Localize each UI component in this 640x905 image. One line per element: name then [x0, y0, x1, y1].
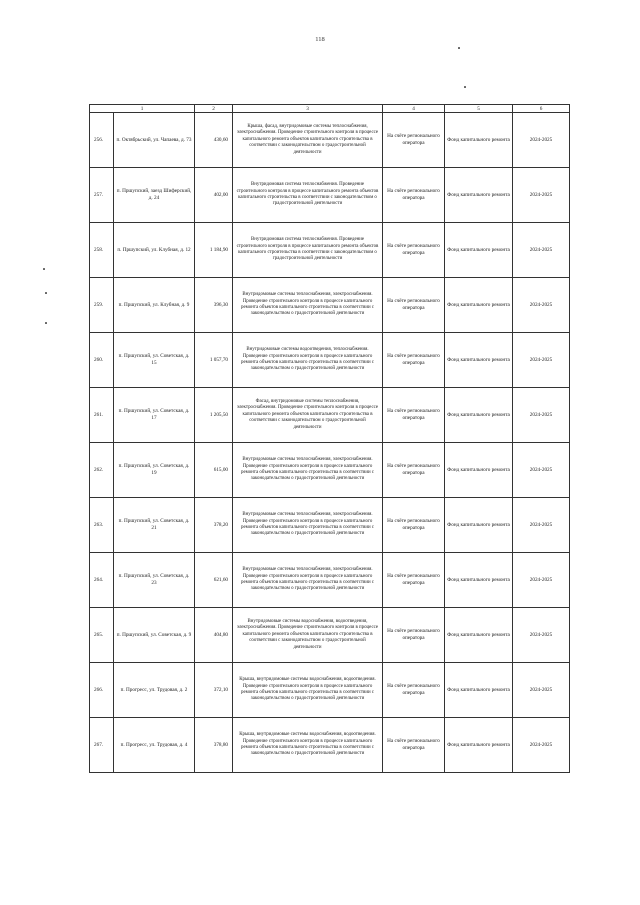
address-cell: п. Прогресс, ул. Трудовая, д. 2 — [114, 663, 195, 718]
page-number: 118 — [315, 36, 325, 43]
fund-cell: Фонд капитального ремонта — [445, 553, 513, 608]
works-cell: Фасад, внутридомовые системы теплоснабжения, электроснабжения. Проведение строительного контроля в процессе капитального ремонта объектов капитального строительства в соответствии с законодательством о градостроительной деятельности — [233, 388, 383, 443]
row-number: 266. — [90, 663, 114, 718]
table-row — [90, 333, 570, 388]
funding-source-cell: На счёте регионального оператора — [383, 388, 445, 443]
fund-cell: Фонд капитального ремонта — [445, 168, 513, 223]
fund-cell: Фонд капитального ремонта — [445, 278, 513, 333]
table-row — [90, 278, 570, 333]
area-cell: 396,30 — [195, 278, 233, 333]
period-cell: 2024-2025 — [513, 443, 570, 498]
area-cell: 1 057,70 — [195, 333, 233, 388]
works-cell: Внутридомовые системы водоснабжения, водоотведения, электроснабжения. Проведение строительного контроля в процессе капитального ремонта объектов капитального строительства в соответствии с законодательством о градостроительной деятельности — [233, 608, 383, 663]
row-number: 262. — [90, 443, 114, 498]
repair-schedule-table — [89, 104, 569, 773]
address-cell: п. Пршупский, ул. Клубная, д. 9 — [114, 278, 195, 333]
period-cell: 2024-2025 — [513, 663, 570, 718]
period-cell: 2024-2025 — [513, 718, 570, 773]
period-cell: 2024-2025 — [513, 278, 570, 333]
table-row — [90, 388, 570, 443]
period-cell: 2024-2025 — [513, 333, 570, 388]
table-row — [90, 113, 570, 168]
works-cell: Внутридомовые системы теплоснабжения, электроснабжения. Проведение строительного контроля в процессе капитального ремонта объектов капитального строительства в соответствии с законодательством о градостроительной деятельности — [233, 278, 383, 333]
funding-source-cell: На счёте регионального оператора — [383, 278, 445, 333]
period-cell: 2024-2025 — [513, 113, 570, 168]
fund-cell: Фонд капитального ремонта — [445, 443, 513, 498]
area-cell: 402,00 — [195, 168, 233, 223]
row-number: 259. — [90, 278, 114, 333]
table-row — [90, 498, 570, 553]
funding-source-cell: На счёте регионального оператора — [383, 498, 445, 553]
scan-speck — [464, 86, 466, 88]
fund-cell: Фонд капитального ремонта — [445, 333, 513, 388]
area-cell: 404,80 — [195, 608, 233, 663]
address-cell: п. Пршупский, ул. Советская, д. 19 — [114, 443, 195, 498]
works-cell: Внутридомовые системы теплоснабжения, электроснабжения. Проведение строительного контроля в процессе капитального ремонта объектов капитального строительства в соответствии с законодательством о градостроительной деятельности — [233, 443, 383, 498]
period-cell: 2024-2025 — [513, 388, 570, 443]
period-cell: 2024-2025 — [513, 223, 570, 278]
column-number: 1 — [90, 105, 195, 113]
table-row — [90, 553, 570, 608]
fund-cell: Фонд капитального ремонта — [445, 718, 513, 773]
works-cell: Крыша, внутридомовые системы водоснабжения, водоотведения. Проведение строительного контроля в процессе капитального ремонта объектов капитального строительства в соответствии с законодательством о градостроительной деятельности — [233, 718, 383, 773]
column-number: 4 — [383, 105, 445, 113]
fund-cell: Фонд капитального ремонта — [445, 498, 513, 553]
funding-source-cell: На счёте регионального оператора — [383, 223, 445, 278]
address-cell: п. Пршупский, заезд Шиферский, д. 24 — [114, 168, 195, 223]
address-cell: п. Пршупский, ул. Советская, д. 17 — [114, 388, 195, 443]
table-row — [90, 608, 570, 663]
column-number: 2 — [195, 105, 233, 113]
address-cell: п. Прогресс, ул. Трудовая, д. 4 — [114, 718, 195, 773]
funding-source-cell: На счёте регионального оператора — [383, 168, 445, 223]
funding-source-cell: На счёте регионального оператора — [383, 718, 445, 773]
area-cell: 378,80 — [195, 718, 233, 773]
scan-speck — [45, 322, 47, 324]
row-number: 260. — [90, 333, 114, 388]
row-number: 263. — [90, 498, 114, 553]
area-cell: 378,20 — [195, 498, 233, 553]
row-number: 267. — [90, 718, 114, 773]
area-cell: 1 184,90 — [195, 223, 233, 278]
period-cell: 2024-2025 — [513, 608, 570, 663]
address-cell: п. Пршупский, ул. Советская, д. 15 — [114, 333, 195, 388]
period-cell: 2024-2025 — [513, 168, 570, 223]
row-number: 264. — [90, 553, 114, 608]
row-number: 265. — [90, 608, 114, 663]
address-cell: п. Пршупский, ул. Советская, д. 9 — [114, 608, 195, 663]
column-number-row — [90, 105, 570, 113]
row-number: 261. — [90, 388, 114, 443]
address-cell: п. Октябрьский, ул. Чапаева, д. 73 — [114, 113, 195, 168]
table-row — [90, 443, 570, 498]
address-cell: п. Пршупский, ул. Советская, д. 23 — [114, 553, 195, 608]
row-number: 257. — [90, 168, 114, 223]
period-cell: 2024-2025 — [513, 553, 570, 608]
works-cell: Внутридомовые системы теплоснабжения, электроснабжения. Проведение строительного контроля в процессе капитального ремонта объектов капитального строительства в соответствии с законодательством о градостроительной деятельности — [233, 553, 383, 608]
funding-source-cell: На счёте регионального оператора — [383, 553, 445, 608]
column-number: 5 — [445, 105, 513, 113]
period-cell: 2024-2025 — [513, 498, 570, 553]
funding-source-cell: На счёте регионального оператора — [383, 443, 445, 498]
address-cell: п. Пршупский, ул. Советская, д. 21 — [114, 498, 195, 553]
column-number: 3 — [233, 105, 383, 113]
column-number: 6 — [513, 105, 570, 113]
area-cell: 621,60 — [195, 553, 233, 608]
scan-speck — [458, 47, 460, 49]
works-cell: Крыша, внутридомовые системы водоснабжения, водоотведения. Проведение строительного контроля в процессе капитального ремонта объектов капитального строительства в соответствии с законодательством о градостроительной деятельности — [233, 663, 383, 718]
funding-source-cell: На счёте регионального оператора — [383, 113, 445, 168]
fund-cell: Фонд капитального ремонта — [445, 113, 513, 168]
area-cell: 372,10 — [195, 663, 233, 718]
fund-cell: Фонд капитального ремонта — [445, 663, 513, 718]
funding-source-cell: На счёте регионального оператора — [383, 663, 445, 718]
fund-cell: Фонд капитального ремонта — [445, 388, 513, 443]
address-cell: п. Пршупский, ул. Клубная, д. 12 — [114, 223, 195, 278]
table-row — [90, 663, 570, 718]
works-cell: Внутридомовые системы водоотведения, теплоснабжения. Проведение строительного контроля в процессе капитального ремонта объектов капитального строительства в соответствии с законодательством о градостроительной деятельности — [233, 333, 383, 388]
fund-cell: Фонд капитального ремонта — [445, 223, 513, 278]
area-cell: 430,60 — [195, 113, 233, 168]
fund-cell: Фонд капитального ремонта — [445, 608, 513, 663]
area-cell: 1 205,50 — [195, 388, 233, 443]
funding-source-cell: На счёте регионального оператора — [383, 608, 445, 663]
table-row — [90, 718, 570, 773]
scan-speck — [43, 268, 45, 270]
works-cell: Крыша, фасад, внутридомовые системы теплоснабжения, электроснабжения. Проведение строительного контроля в процессе капитального ремонта объектов капитального строительства в соответствии с законодательством о градостроительной деятельности — [233, 113, 383, 168]
table-row — [90, 223, 570, 278]
scan-speck — [45, 292, 47, 294]
area-cell: 615,00 — [195, 443, 233, 498]
works-cell: Внутридомовая система теплоснабжения. Проведение строительного контроля в процессе капитального ремонта объектов капитального строительства в соответствии с законодательством о градостроительной деятельности — [233, 168, 383, 223]
row-number: 258. — [90, 223, 114, 278]
funding-source-cell: На счёте регионального оператора — [383, 333, 445, 388]
works-cell: Внутридомовые системы теплоснабжения, электроснабжения. Проведение строительного контроля в процессе капитального ремонта объектов капитального строительства в соответствии с законодательством о градостроительной деятельности — [233, 498, 383, 553]
row-number: 256. — [90, 113, 114, 168]
table-row — [90, 168, 570, 223]
works-cell: Внутридомовая система теплоснабжения. Проведение строительного контроля в процессе капитального ремонта объектов капитального строительства в соответствии с законодательством о градостроительной деятельности — [233, 223, 383, 278]
